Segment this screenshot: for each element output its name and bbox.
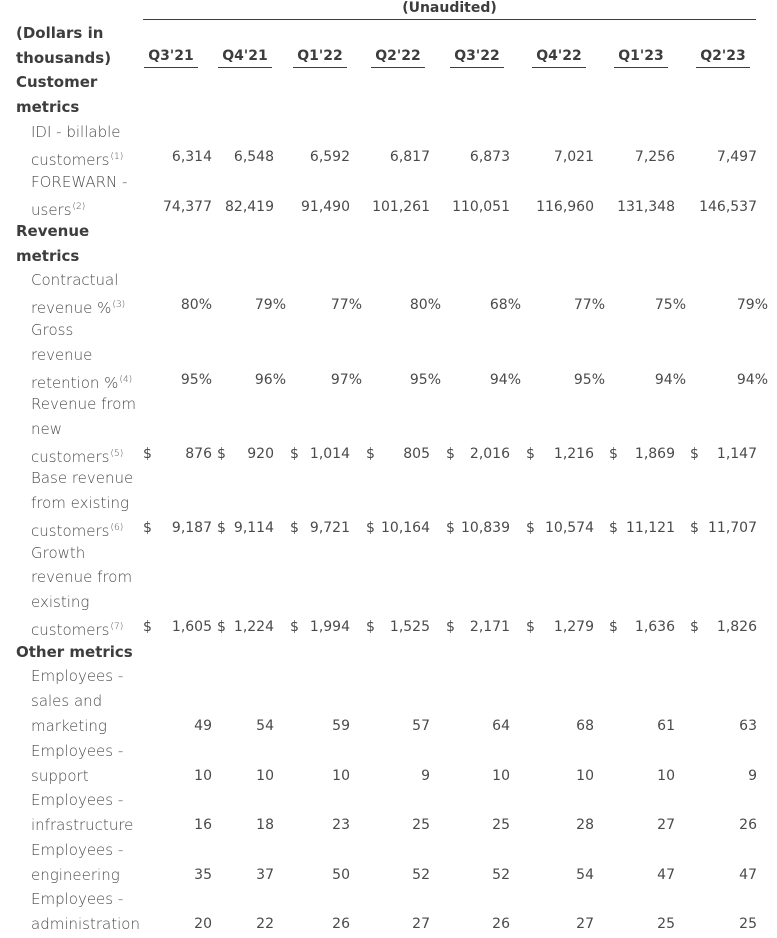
- row-label-contractual_revenue: [31, 270, 118, 290]
- row-label-emp_admin: [31, 889, 123, 909]
- row-label-text: Employees -: [31, 667, 124, 685]
- cell-growth_revenue-q421: 1,224: [233, 619, 274, 635]
- cell-forewarn_users-q222: 101,261: [372, 199, 430, 215]
- row-label-text: infrastructure: [31, 816, 134, 834]
- cell-revenue_new-q123: 1,869: [634, 446, 675, 462]
- cell-growth_revenue-q123: 1,636: [634, 619, 675, 635]
- cell-emp_support-q322: 10: [492, 768, 510, 784]
- cell-forewarn_users-q122: 91,490: [301, 199, 350, 215]
- row-label-text: Employees -: [31, 791, 124, 809]
- row-label-base_revenue: [31, 493, 129, 513]
- cell-forewarn_users-q322: 110,051: [452, 199, 510, 215]
- currency-symbol: $: [609, 520, 618, 536]
- cell-idi_billable-q321: 6,314: [171, 149, 212, 165]
- cell-idi_billable-q422: 7,021: [553, 149, 594, 165]
- cell-emp_infra-q222: 25: [412, 817, 430, 833]
- row-label-text: Base revenue: [31, 469, 134, 487]
- column-header-rule: [144, 67, 198, 68]
- cell-revenue_new-q321: 876: [185, 446, 212, 462]
- currency-symbol: $: [690, 520, 699, 536]
- row-label-emp_sales: [31, 666, 123, 686]
- cell-emp_eng-q422: 54: [576, 867, 594, 883]
- cell-growth_revenue-q321: 1,605: [171, 619, 212, 635]
- cell-contractual_revenue-q421: 79%: [254, 297, 286, 313]
- currency-symbol: $: [609, 446, 618, 462]
- row-label-idi_billable: [31, 147, 123, 170]
- row-label-text: customers: [31, 522, 110, 540]
- currency-symbol: $: [366, 619, 375, 635]
- cell-emp_infra-q421: 18: [256, 817, 274, 833]
- currency-symbol: $: [143, 446, 152, 462]
- currency-symbol: $: [143, 619, 152, 635]
- currency-symbol: $: [690, 619, 699, 635]
- cell-base_revenue-q123: 11,121: [626, 520, 675, 536]
- row-label-emp_eng: [31, 840, 123, 860]
- cell-gross_retention-q422: 95%: [573, 372, 605, 388]
- cell-forewarn_users-q422: 116,960: [536, 199, 594, 215]
- row-label-text: administration: [31, 915, 140, 933]
- cell-emp_admin-q322: 26: [492, 916, 510, 932]
- cell-revenue_new-q122: 1,014: [309, 446, 350, 462]
- cell-emp_eng-q322: 52: [492, 867, 510, 883]
- currency-symbol: $: [446, 619, 455, 635]
- row-label-contractual_revenue: [31, 295, 125, 318]
- cell-revenue_new-q422: 1,216: [553, 446, 594, 462]
- row-label-text: customers: [31, 621, 110, 639]
- cell-emp_support-q222: 9: [421, 768, 430, 784]
- cell-emp_support-q122: 10: [332, 768, 350, 784]
- footnote-marker: (1): [110, 152, 124, 162]
- cell-base_revenue-q122: 9,721: [309, 520, 350, 536]
- row-label-growth_revenue: [31, 617, 123, 640]
- currency-symbol: $: [217, 520, 226, 536]
- footnote-marker: (7): [110, 622, 124, 632]
- cell-emp_sales-q222: 57: [412, 718, 430, 734]
- cell-emp_sales-q421: 54: [256, 718, 274, 734]
- row-label-growth_revenue: [31, 543, 85, 563]
- cell-revenue_new-q222: 805: [403, 446, 430, 462]
- cell-emp_sales-q123: 61: [657, 718, 675, 734]
- cell-emp_admin-q422: 27: [576, 916, 594, 932]
- column-header-rule: [293, 67, 347, 68]
- row-label-text: Growth: [31, 544, 86, 562]
- cell-base_revenue-q222: 10,164: [381, 520, 430, 536]
- row-label-revenue_new: [31, 444, 123, 467]
- column-header-q223: Q2'23: [700, 48, 746, 64]
- cell-contractual_revenue-q122: 77%: [330, 297, 362, 313]
- cell-growth_revenue-q322: 2,171: [469, 619, 510, 635]
- column-header-rule: [371, 67, 425, 68]
- row-label-text: support: [31, 767, 89, 785]
- cell-forewarn_users-q123: 131,348: [617, 199, 675, 215]
- cell-contractual_revenue-q222: 80%: [409, 297, 441, 313]
- cell-emp_admin-q122: 26: [332, 916, 350, 932]
- footnote-marker: (4): [119, 375, 133, 385]
- cell-gross_retention-q322: 94%: [489, 372, 521, 388]
- footnote-marker: (6): [110, 523, 124, 533]
- currency-symbol: $: [526, 520, 535, 536]
- currency-symbol: $: [217, 446, 226, 462]
- cell-base_revenue-q322: 10,839: [461, 520, 510, 536]
- cell-idi_billable-q322: 6,873: [469, 149, 510, 165]
- cell-growth_revenue-q222: 1,525: [389, 619, 430, 635]
- row-label-text: Contractual: [31, 271, 119, 289]
- row-label-text: users: [31, 201, 72, 219]
- row-label-text: existing: [31, 593, 90, 611]
- units-label-line2: thousands): [16, 49, 112, 67]
- cell-forewarn_users-q421: 82,419: [225, 199, 274, 215]
- cell-emp_sales-q223: 63: [739, 718, 757, 734]
- currency-symbol: $: [446, 446, 455, 462]
- cell-emp_admin-q123: 25: [657, 916, 675, 932]
- row-label-text: new: [31, 420, 63, 438]
- row-label-growth_revenue: [31, 567, 132, 587]
- cell-emp_infra-q422: 28: [576, 817, 594, 833]
- row-label-emp_support: [31, 741, 123, 761]
- cell-emp_eng-q122: 50: [332, 867, 350, 883]
- cell-contractual_revenue-q123: 75%: [654, 297, 686, 313]
- row-label-text: revenue: [31, 346, 93, 364]
- row-label-emp_support: [31, 766, 89, 786]
- cell-growth_revenue-q223: 1,826: [716, 619, 757, 635]
- row-label-text: IDI - billable: [31, 123, 121, 141]
- row-label-growth_revenue: [31, 592, 89, 612]
- cell-emp_sales-q322: 64: [492, 718, 510, 734]
- units-label-line1: (Dollars in: [16, 24, 104, 42]
- currency-symbol: $: [290, 446, 299, 462]
- row-label-emp_sales: [31, 716, 107, 736]
- row-label-text: Revenue from: [31, 395, 136, 413]
- cell-revenue_new-q421: 920: [247, 446, 274, 462]
- row-label-text: customers: [31, 448, 110, 466]
- cell-idi_billable-q223: 7,497: [716, 149, 757, 165]
- currency-symbol: $: [217, 619, 226, 635]
- header-rule: [143, 19, 756, 20]
- cell-idi_billable-q222: 6,817: [389, 149, 430, 165]
- row-label-gross_retention: [31, 370, 132, 393]
- cell-emp_support-q123: 10: [657, 768, 675, 784]
- row-label-revenue_new: [31, 394, 136, 414]
- cell-emp_admin-q421: 22: [256, 916, 274, 932]
- cell-emp_eng-q321: 35: [194, 867, 212, 883]
- row-label-text: marketing: [31, 717, 107, 735]
- cell-emp_eng-q123: 47: [657, 867, 675, 883]
- currency-symbol: $: [290, 619, 299, 635]
- row-label-text: Employees -: [31, 890, 124, 908]
- row-label-text: sales and: [31, 692, 103, 710]
- cell-emp_infra-q322: 25: [492, 817, 510, 833]
- cell-emp_eng-q222: 52: [412, 867, 430, 883]
- column-header-rule: [450, 67, 504, 68]
- cell-gross_retention-q321: 95%: [180, 372, 212, 388]
- footnote-marker: (3): [112, 300, 126, 310]
- column-header-q123: Q1'23: [618, 48, 664, 64]
- cell-gross_retention-q223: 94%: [736, 372, 768, 388]
- cell-gross_retention-q421: 96%: [254, 372, 286, 388]
- cell-gross_retention-q122: 97%: [330, 372, 362, 388]
- cell-emp_infra-q223: 26: [739, 817, 757, 833]
- row-label-text: engineering: [31, 866, 120, 884]
- cell-emp_infra-q122: 23: [332, 817, 350, 833]
- section-heading-other: Other metrics: [16, 643, 133, 661]
- column-header-q322: Q3'22: [454, 48, 500, 64]
- row-label-text: Employees -: [31, 742, 124, 760]
- cell-base_revenue-q321: 9,187: [171, 520, 212, 536]
- row-label-emp_infra: [31, 790, 123, 810]
- cell-idi_billable-q122: 6,592: [309, 149, 350, 165]
- row-label-forewarn_users: [31, 197, 85, 220]
- cell-growth_revenue-q122: 1,994: [309, 619, 350, 635]
- row-label-text: retention %: [31, 374, 119, 392]
- cell-emp_support-q223: 9: [748, 768, 757, 784]
- column-header-q421: Q4'21: [222, 48, 268, 64]
- row-label-revenue_new: [31, 419, 62, 439]
- unaudited-header: (Unaudited): [402, 0, 497, 16]
- row-label-text: revenue from: [31, 568, 133, 586]
- column-header-q422: Q4'22: [536, 48, 582, 64]
- section-heading-customer: Customer: [16, 73, 98, 91]
- cell-contractual_revenue-q322: 68%: [489, 297, 521, 313]
- cell-contractual_revenue-q223: 79%: [736, 297, 768, 313]
- currency-symbol: $: [690, 446, 699, 462]
- row-label-text: Gross: [31, 321, 74, 339]
- currency-symbol: $: [366, 520, 375, 536]
- section-heading-customer: metrics: [16, 98, 80, 116]
- cell-idi_billable-q123: 7,256: [634, 149, 675, 165]
- cell-emp_eng-q223: 47: [739, 867, 757, 883]
- currency-symbol: $: [609, 619, 618, 635]
- currency-symbol: $: [290, 520, 299, 536]
- footnote-marker: (5): [110, 449, 124, 459]
- row-label-emp_sales: [31, 691, 102, 711]
- currency-symbol: $: [366, 446, 375, 462]
- cell-gross_retention-q222: 95%: [409, 372, 441, 388]
- column-header-q321: Q3'21: [148, 48, 194, 64]
- cell-emp_eng-q421: 37: [256, 867, 274, 883]
- cell-revenue_new-q322: 2,016: [469, 446, 510, 462]
- column-header-rule: [218, 67, 272, 68]
- cell-gross_retention-q123: 94%: [654, 372, 686, 388]
- cell-emp_sales-q122: 59: [332, 718, 350, 734]
- row-label-base_revenue: [31, 518, 123, 541]
- row-label-idi_billable: [31, 122, 120, 142]
- currency-symbol: $: [526, 619, 535, 635]
- cell-base_revenue-q223: 11,707: [708, 520, 757, 536]
- cell-forewarn_users-q223: 146,537: [699, 199, 757, 215]
- cell-emp_admin-q223: 25: [739, 916, 757, 932]
- cell-idi_billable-q421: 6,548: [233, 149, 274, 165]
- cell-emp_admin-q321: 20: [194, 916, 212, 932]
- cell-contractual_revenue-q422: 77%: [573, 297, 605, 313]
- section-heading-revenue: metrics: [16, 247, 80, 265]
- cell-emp_admin-q222: 27: [412, 916, 430, 932]
- row-label-emp_infra: [31, 815, 133, 835]
- footnote-marker: (2): [72, 202, 86, 212]
- row-label-text: from existing: [31, 494, 130, 512]
- currency-symbol: $: [526, 446, 535, 462]
- cell-growth_revenue-q422: 1,279: [553, 619, 594, 635]
- cell-base_revenue-q421: 9,114: [233, 520, 274, 536]
- cell-base_revenue-q422: 10,574: [545, 520, 594, 536]
- row-label-text: FOREWARN -: [31, 173, 128, 191]
- row-label-gross_retention: [31, 320, 73, 340]
- cell-revenue_new-q223: 1,147: [716, 446, 757, 462]
- row-label-forewarn_users: [31, 172, 127, 192]
- column-header-rule: [532, 67, 586, 68]
- cell-emp_support-q421: 10: [256, 768, 274, 784]
- cell-emp_infra-q321: 16: [194, 817, 212, 833]
- cell-emp_sales-q422: 68: [576, 718, 594, 734]
- currency-symbol: $: [446, 520, 455, 536]
- cell-emp_sales-q321: 49: [194, 718, 212, 734]
- row-label-text: customers: [31, 151, 110, 169]
- cell-emp_infra-q123: 27: [657, 817, 675, 833]
- row-label-gross_retention: [31, 345, 92, 365]
- cell-contractual_revenue-q321: 80%: [180, 297, 212, 313]
- currency-symbol: $: [143, 520, 152, 536]
- row-label-base_revenue: [31, 468, 133, 488]
- section-heading-revenue: Revenue: [16, 222, 90, 240]
- column-header-q222: Q2'22: [375, 48, 421, 64]
- column-header-rule: [614, 67, 668, 68]
- row-label-text: revenue %: [31, 299, 112, 317]
- row-label-emp_eng: [31, 865, 120, 885]
- cell-emp_support-q422: 10: [576, 768, 594, 784]
- cell-emp_support-q321: 10: [194, 768, 212, 784]
- column-header-q122: Q1'22: [297, 48, 343, 64]
- column-header-rule: [696, 67, 750, 68]
- row-label-text: Employees -: [31, 841, 124, 859]
- cell-forewarn_users-q321: 74,377: [163, 199, 212, 215]
